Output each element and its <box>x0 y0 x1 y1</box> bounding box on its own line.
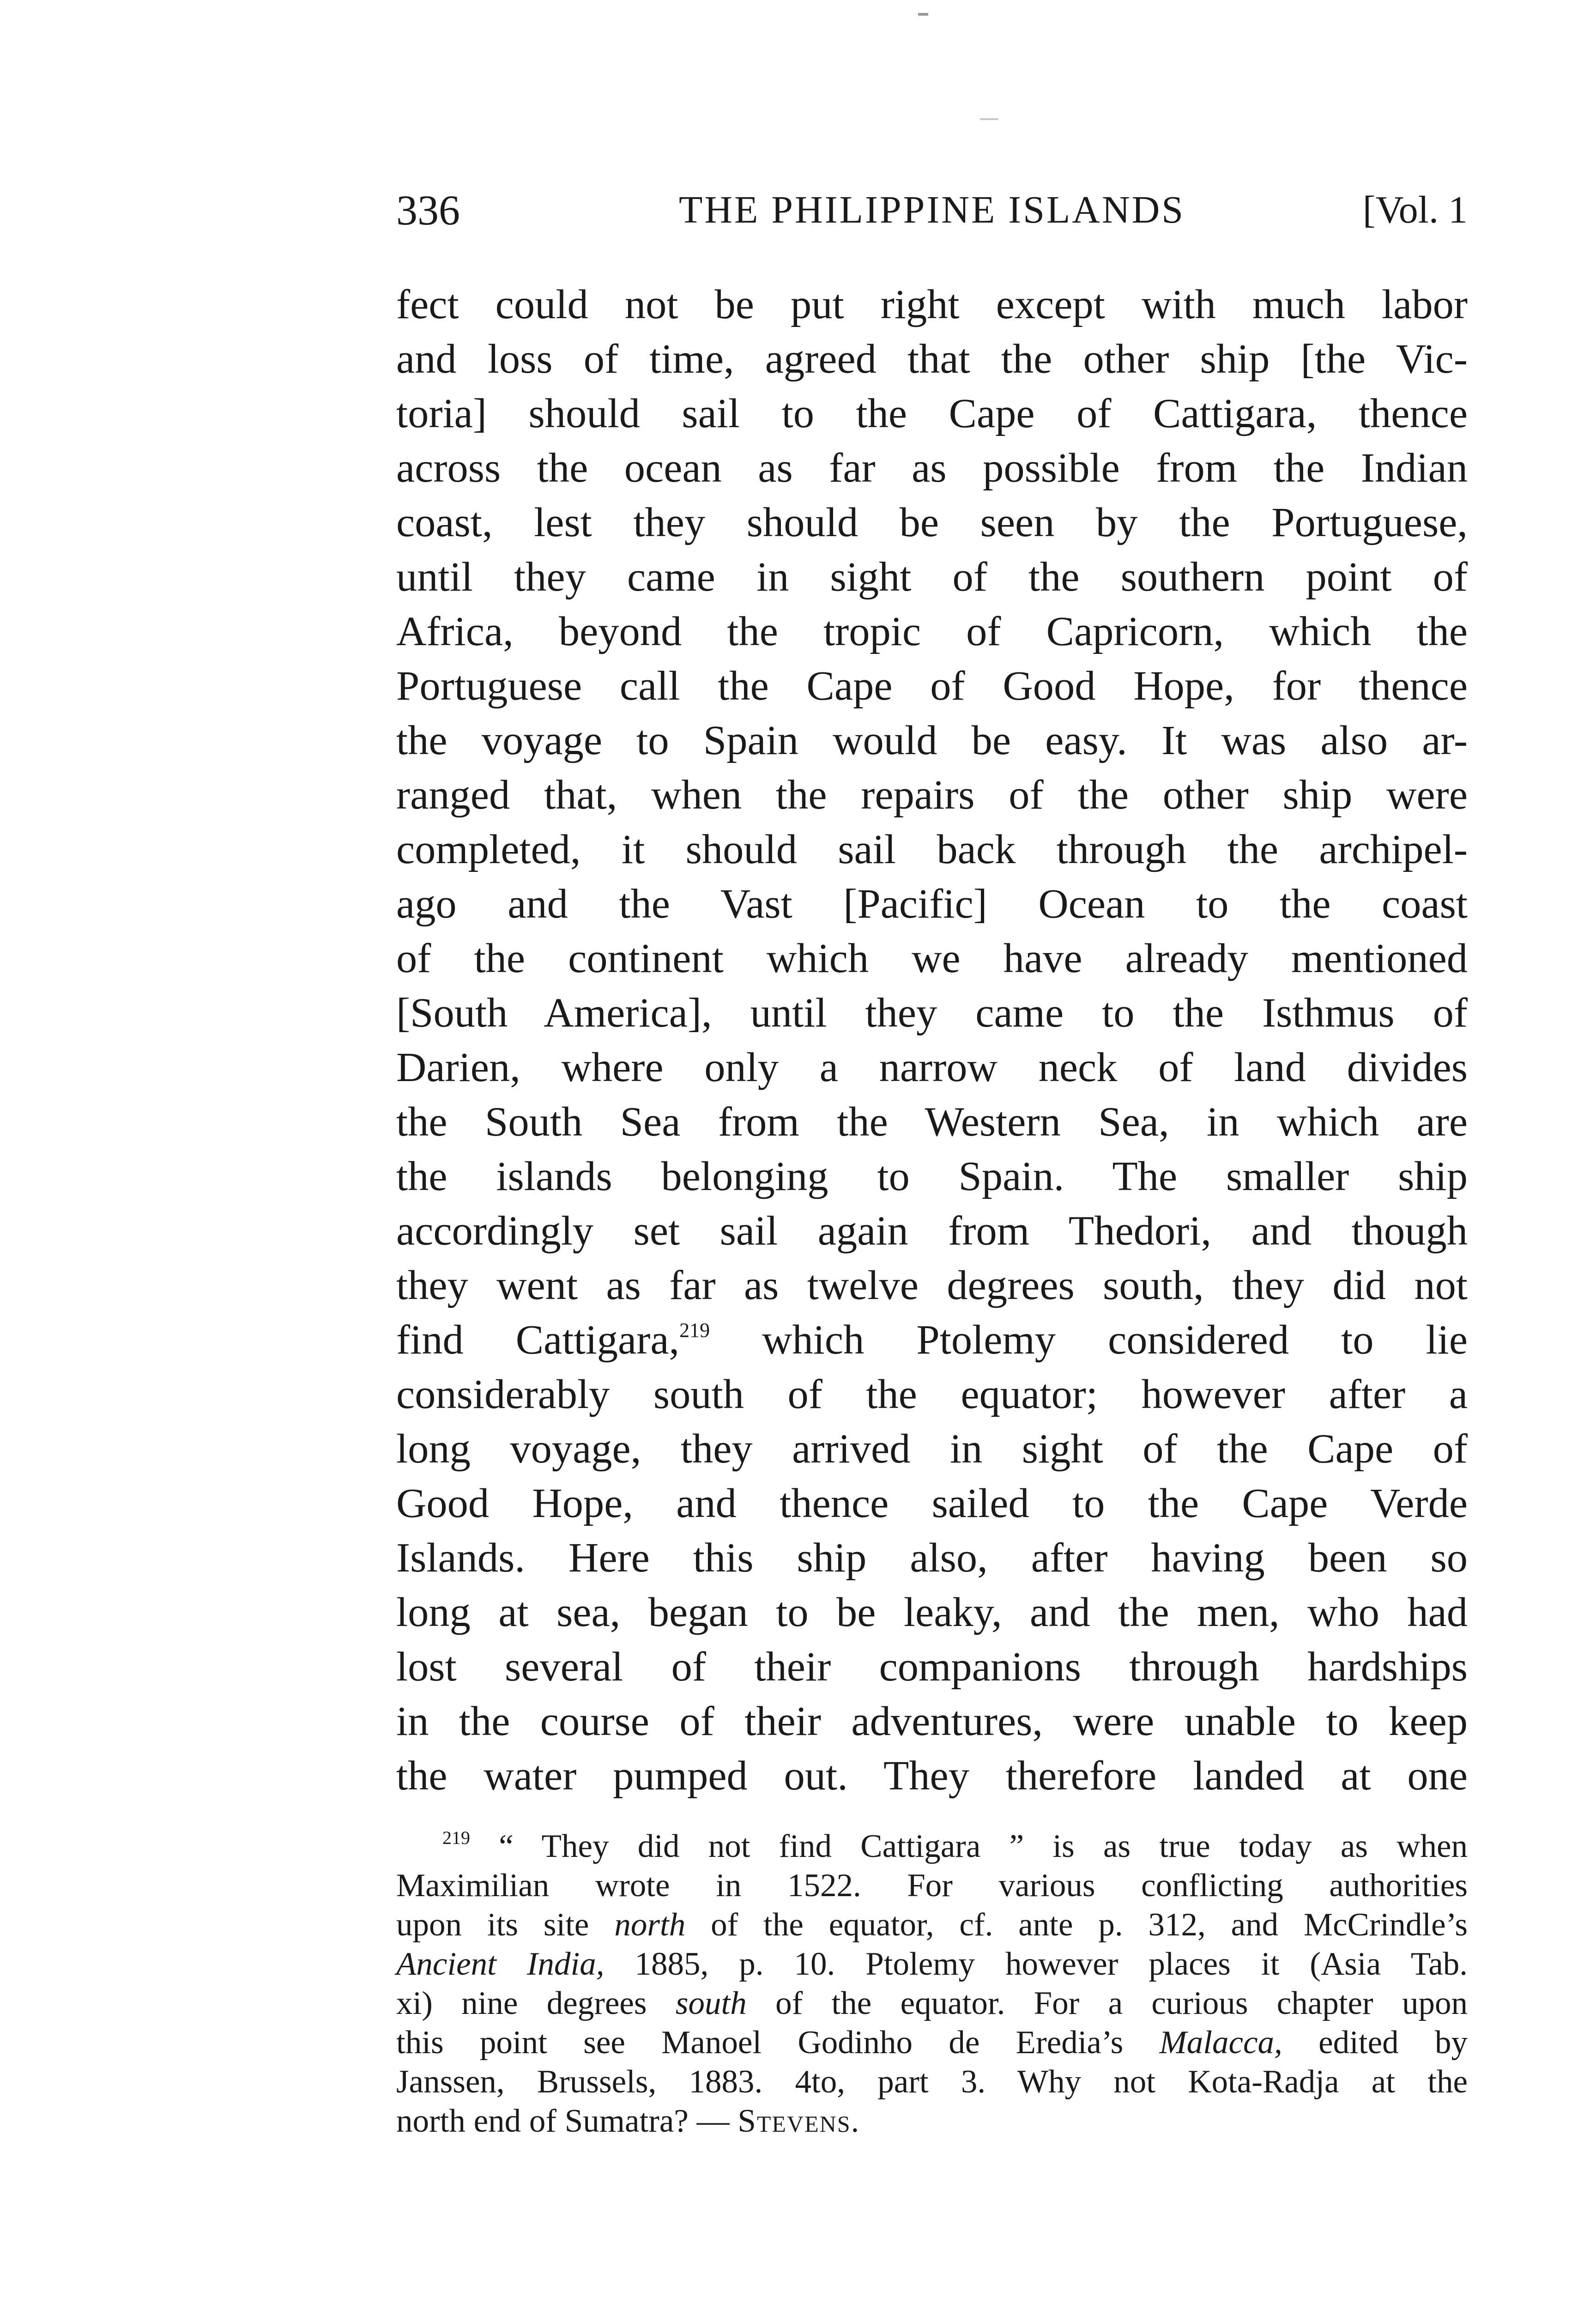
text-line: completed, it should sail back through the archipel- <box>396 826 1468 872</box>
footnote-marker: 219 <box>442 1827 470 1848</box>
scan-speck <box>918 13 928 16</box>
text-line: Good Hope, and thence sailed to the Cape Verde <box>396 1480 1468 1526</box>
text-line: coast, lest they should be seen by the Portuguese, <box>396 499 1468 545</box>
author-signature: Stevens. <box>738 2103 860 2139</box>
text-line: considerably south of the equator; however after a <box>396 1371 1468 1417</box>
text-line: and loss of time, agreed that the other ship [the Vic- <box>396 335 1468 382</box>
book-title: Ancient India, <box>396 1946 605 1982</box>
footnote-line: Janssen, Brussels, 1883. 4to, part 3. Why not Kota-Radja at the <box>396 2064 1468 2100</box>
footnote-line <box>396 2023 1468 2062</box>
text-line: of the continent which we have already mentioned <box>396 935 1468 981</box>
text-line: toria] should sail to the Cape of Cattigara, thence <box>396 390 1468 436</box>
footnote-line <box>396 2102 1468 2141</box>
footnote-line <box>396 1984 1468 2023</box>
text-fragment: this point see Manoel Godinho de Eredia’s <box>396 2025 1160 2061</box>
text-fragment: 1885, p. 10. Ptolemy however places it (Asia Tab. <box>604 1946 1468 1982</box>
running-head <box>396 182 1468 238</box>
book-title: Malacca, <box>1159 2025 1282 2061</box>
text-fragment: which Ptolemy considered to lie <box>710 1316 1468 1363</box>
text-line: Islands. Here this ship also, after having been so <box>396 1534 1468 1581</box>
text-line: the water pumped out. They therefore landed at one <box>396 1752 1468 1799</box>
text-line: ago and the Vast [Pacific] Ocean to the coast <box>396 880 1468 927</box>
text-line: ranged that, when the repairs of the other ship were <box>396 771 1468 818</box>
text-fragment: of the equator, cf. ante p. 312, and McCrindle’s <box>685 1907 1468 1943</box>
text-line: long at sea, began to be leaky, and the men, who had <box>396 1589 1468 1635</box>
text-line: long voyage, they arrived in sight of the Cape of <box>396 1425 1468 1472</box>
footnote-line <box>396 1827 1468 1866</box>
text-fragment: xi) nine degrees <box>396 1985 676 2021</box>
text-line: accordingly set sail again from Thedori, and though <box>396 1207 1468 1254</box>
text-line: fect could not be put right except with much labor <box>396 281 1468 327</box>
footnote <box>396 1827 1468 2141</box>
text-line: Darien, where only a narrow neck of land divides <box>396 1044 1468 1090</box>
footnote-line <box>396 1945 1468 1984</box>
text-line: Africa, beyond the tropic of Capricorn, which the <box>396 608 1468 654</box>
text-fragment: north end of Sumatra? — <box>396 2103 738 2139</box>
text-line: Portuguese call the Cape of Good Hope, for thence <box>396 662 1468 709</box>
text-line-with-footnote-ref <box>396 1312 1468 1367</box>
text-line: lost several of their companions through hardships <box>396 1643 1468 1690</box>
text-line: in the course of their adventures, were unable to keep <box>396 1698 1468 1744</box>
running-title: THE PHILIPPINE ISLANDS <box>679 188 1185 231</box>
footnote-line: Maximilian wrote in 1522. For various conflicting authorities <box>396 1868 1468 1904</box>
text-fragment: find Cattigara, <box>396 1316 680 1363</box>
text-fragment: “ They did not find Cattigara ” is as true today as when <box>470 1828 1468 1864</box>
text-line: [South America], until they came to the Isthmus of <box>396 989 1468 1036</box>
body-text <box>396 277 1468 1803</box>
volume-label: [Vol. 1 <box>1362 188 1468 231</box>
page-number: 336 <box>396 187 460 234</box>
footnote-reference[interactable]: 219 <box>679 1319 710 1342</box>
emphasis: north <box>614 1907 686 1943</box>
footnote-line <box>396 1905 1468 1945</box>
text-line: the voyage to Spain would be easy. It was also ar- <box>396 717 1468 763</box>
text-line: the islands belonging to Spain. The smaller ship <box>396 1153 1468 1199</box>
text-fragment: of the equator. For a curious chapter upon <box>746 1985 1468 2021</box>
text-line: the South Sea from the Western Sea, in which are <box>396 1098 1468 1145</box>
emphasis: south <box>675 1985 747 2021</box>
text-line: across the ocean as far as possible from the Indian <box>396 444 1468 491</box>
text-fragment: upon its site <box>396 1907 615 1943</box>
text-line: until they came in sight of the southern point of <box>396 553 1468 600</box>
scan-speck <box>980 118 998 120</box>
text-fragment: edited by <box>1282 2025 1468 2061</box>
text-line: they went as far as twelve degrees south, they did not <box>396 1262 1468 1308</box>
